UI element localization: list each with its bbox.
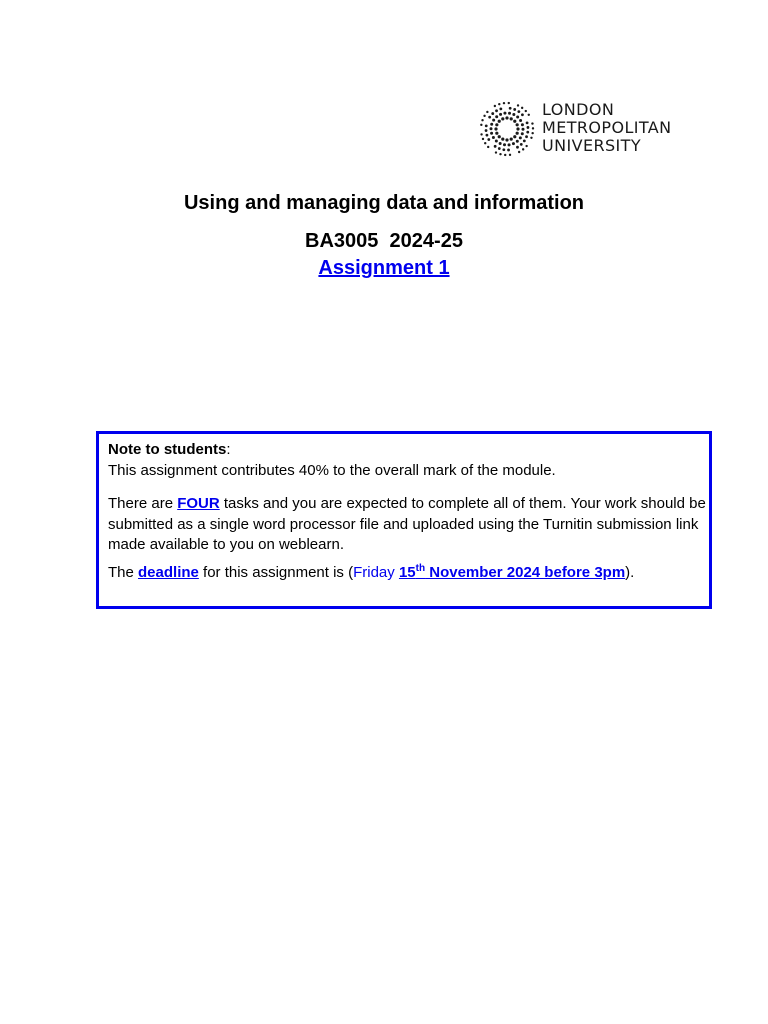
logo-dot xyxy=(517,110,520,113)
deadline-paragraph xyxy=(108,563,709,584)
logo-dot xyxy=(527,126,530,129)
logo-dot xyxy=(487,138,490,141)
logo-dot xyxy=(502,148,505,151)
university-logo-icon xyxy=(478,100,536,158)
university-logo-text xyxy=(542,101,672,155)
logo-dot xyxy=(512,113,515,116)
logo-dot xyxy=(492,136,495,139)
logo-dot xyxy=(495,109,498,112)
logo-dot xyxy=(498,147,501,150)
logo-dot xyxy=(487,146,489,148)
logo-dot xyxy=(508,102,510,104)
deadline-text-mid: for this assignment is ( xyxy=(198,563,354,581)
logo-dot xyxy=(499,113,502,116)
logo-dot xyxy=(522,128,525,131)
logo-dot xyxy=(532,127,534,129)
contribution-text: This assignment contributes 40% to the overall mark of the module. xyxy=(108,461,556,479)
logo-line-3: UNIVERSITY xyxy=(542,136,641,155)
logo-dot xyxy=(498,135,501,138)
logo-dot xyxy=(503,143,506,146)
tasks-paragraph xyxy=(108,494,709,556)
logo-dot xyxy=(501,117,504,120)
logo-dot xyxy=(522,148,524,150)
logo-dot xyxy=(519,119,522,122)
logo-dot xyxy=(495,139,498,142)
logo-dot xyxy=(503,112,506,115)
document-title: Using and managing data and information xyxy=(183,192,585,214)
logo-dot xyxy=(516,146,519,149)
logo-dot xyxy=(521,107,523,109)
logo-dot xyxy=(481,119,483,121)
logo-dot xyxy=(485,129,488,132)
logo-dot xyxy=(501,138,504,141)
logo-dot xyxy=(525,110,527,112)
logo-dot xyxy=(490,127,493,130)
logo-dot xyxy=(521,113,524,116)
logo-dot xyxy=(513,120,516,123)
logo-dot xyxy=(494,145,497,148)
logo-dot xyxy=(530,137,532,139)
logo-line-1: LONDON xyxy=(542,100,615,119)
logo-dot xyxy=(531,122,533,124)
logo-dot xyxy=(480,124,482,126)
logo-line-2: METROPOLITAN xyxy=(542,118,672,137)
logo-dot xyxy=(512,142,515,145)
logo-dot xyxy=(531,132,533,134)
logo-dot xyxy=(499,142,502,145)
deadline-text-pre: The xyxy=(108,563,139,581)
logo-dot xyxy=(486,111,488,113)
logo-dot xyxy=(488,116,491,119)
logo-dot xyxy=(510,138,513,141)
logo-dot xyxy=(495,115,498,118)
logo-dot xyxy=(503,102,505,104)
logo-dot xyxy=(520,143,523,146)
logo-dot xyxy=(498,103,500,105)
logo-dot xyxy=(499,108,502,111)
deadline-date-link[interactable] xyxy=(399,564,625,581)
logo-dot xyxy=(516,140,519,143)
assignment-link[interactable]: Assignment 1 xyxy=(318,257,450,279)
logo-dot xyxy=(482,138,484,140)
tasks-text-post: tasks and you are expected to complete all of them. Your work should be submitted as a single word processor file and uploaded using the Turnitin submission link made available to you on weblearn. xyxy=(108,495,706,553)
logo-dot xyxy=(525,135,528,138)
logo-dot xyxy=(509,107,512,110)
logo-dot xyxy=(519,136,522,139)
assignment-heading xyxy=(0,256,768,280)
logo-dot xyxy=(498,120,501,123)
logo-dot xyxy=(485,124,488,127)
logo-dot xyxy=(528,114,530,116)
logo-dot xyxy=(505,116,508,119)
logo-dot xyxy=(504,154,506,156)
logo-dot xyxy=(484,142,486,144)
logo-dot xyxy=(499,153,501,155)
logo-dot xyxy=(494,105,496,107)
tasks-count-link[interactable]: FOUR xyxy=(177,495,220,512)
university-logo xyxy=(478,98,708,160)
logo-dot xyxy=(525,145,527,147)
logo-dot xyxy=(509,154,511,156)
logo-dot xyxy=(517,104,519,106)
logo-dot xyxy=(491,112,494,115)
logo-dot xyxy=(516,127,519,130)
logo-dot xyxy=(508,143,511,146)
logo-dot xyxy=(516,123,519,126)
logo-dot xyxy=(521,123,524,126)
logo-dot xyxy=(507,149,510,152)
tasks-text-pre: There are xyxy=(108,495,178,512)
logo-dot xyxy=(513,108,516,111)
logo-dot xyxy=(495,132,498,135)
logo-dot xyxy=(508,112,511,115)
module-code: BA3005 2024-25 xyxy=(305,230,463,252)
logo-dot xyxy=(516,116,519,119)
logo-dot xyxy=(495,151,497,153)
note-to-students-box xyxy=(96,431,712,609)
logo-dot xyxy=(492,119,495,122)
deadline-link[interactable]: deadline xyxy=(138,563,199,581)
deadline-date-suffix: th xyxy=(415,562,426,574)
note-heading-colon: : xyxy=(226,441,231,458)
logo-dot xyxy=(505,138,508,141)
logo-dot xyxy=(486,134,489,137)
note-heading: Note to students xyxy=(108,441,227,458)
note-heading-line xyxy=(108,440,709,461)
deadline-day: Friday xyxy=(353,563,399,581)
logo-dot xyxy=(495,123,498,126)
logo-dot xyxy=(516,132,519,135)
logo-dot xyxy=(526,121,529,124)
logo-dot xyxy=(526,131,529,134)
logo-dot xyxy=(518,151,520,153)
logo-dot xyxy=(480,133,482,135)
logo-dot xyxy=(510,117,513,120)
logo-dot xyxy=(490,132,493,135)
logo-dot xyxy=(513,135,516,138)
logo-dot xyxy=(490,123,493,126)
logo-dot xyxy=(523,139,526,142)
logo-dot xyxy=(521,132,524,135)
logo-dot xyxy=(483,115,485,117)
deadline-date-number: 15 xyxy=(398,563,416,581)
deadline-date-rest: November 2024 before 3pm xyxy=(425,563,626,581)
logo-dot xyxy=(494,127,497,130)
deadline-text-end: ). xyxy=(625,563,635,581)
